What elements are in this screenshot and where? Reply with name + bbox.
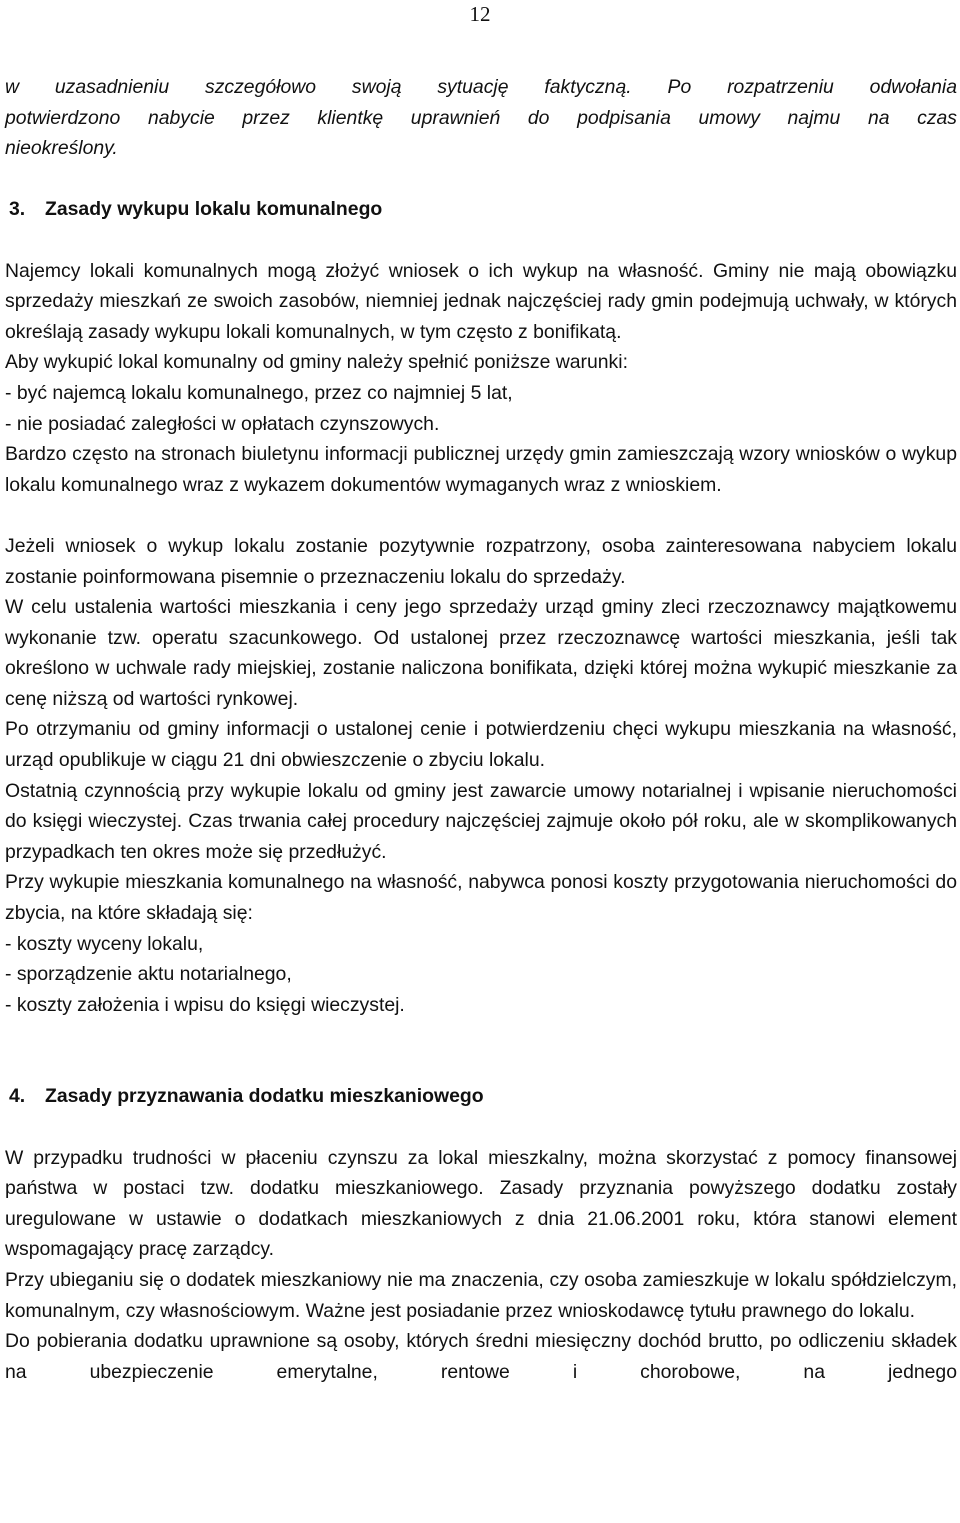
section-4-heading	[5, 1081, 957, 1112]
intro-line: w uzasadnieniu szczegółowo swoją sytuację faktyczną. Po rozpatrzeniu odwołania	[5, 76, 957, 98]
paragraph: Bardzo często na stronach biuletynu informacji publicznej urzędy gmin zamieszczają wzory wniosków o wykup lokalu komunalnego wraz z wykazem dokumentów wymaganych wraz z wnioskiem.	[5, 443, 957, 496]
list-item: - być najemcą lokalu komunalnego, przez co najmniej 5 lat,	[5, 381, 513, 404]
paragraph: Po otrzymaniu od gminy informacji o ustalonej cenie i potwierdzeniu chęci wykupu mieszkania na własność, urząd opublikuje w ciągu 21 dni obwieszczenie o zbyciu lokalu.	[5, 718, 957, 772]
section-number: 4.	[9, 1085, 26, 1108]
paragraph: W przypadku trudności w płaceniu czynszu za lokal mieszkalny, można skorzystać z pomocy finansowej państwa w postaci tzw. dodatku mieszkaniowego. Zasady przyznania powyższego dodatku zostały uregulowane w ustawie o dodatkach mieszkaniowych z dnia 21.06.2001 roku, która stanowi element wspomagający pracę zarządcy.	[5, 1146, 957, 1261]
section-number: 3.	[9, 198, 26, 221]
section-title: Zasady wykupu lokalu komunalnego	[45, 198, 383, 221]
paragraph: Przy ubieganiu się o dodatek mieszkaniowy nie ma znaczenia, czy osoba zamieszkuje w lokalu spółdzielczym, komunalnym, czy własnościowym. Ważne jest posiadanie przez wnioskodawcę tytułu prawnego do lokalu.	[5, 1268, 957, 1322]
section-3-heading	[5, 194, 957, 225]
list-item: - koszty wyceny lokalu,	[5, 932, 204, 955]
paragraph: Przy wykupie mieszkania komunalnego na własność, nabywca ponosi koszty przygotowania nieruchomości do zbycia, na które składają się:	[5, 871, 957, 925]
list-item: - nie posiadać zaległości w opłatach czynszowych.	[5, 412, 440, 435]
section-title: Zasady przyznawania dodatku mieszkaniowego	[45, 1085, 484, 1108]
paragraph: Do pobierania dodatku uprawnione są osoby, których średni miesięczny dochód brutto, po odliczeniu składek na ubezpieczenie emerytalne, rentowe i chorobowe, na jednego	[5, 1330, 957, 1383]
intro-line: nieokreślony.	[5, 137, 118, 160]
paragraph: W celu ustalenia wartości mieszkania i ceny jego sprzedaży urząd gminy zleci rzeczoznawcy majątkowemu wykonanie tzw. operatu szacunkowego. Od ustalonej przez rzeczoznawcę wartości mieszkania, jeśli tak określono w uchwale rady miejskiej, zostanie naliczona bonifikata, dzięki której można wykupić mieszkanie za cenę niższą od wartości rynkowej.	[5, 596, 957, 710]
list-item: - koszty założenia i wpisu do księgi wieczystej.	[5, 993, 405, 1016]
intro-paragraph	[5, 72, 957, 164]
paragraph: Ostatnią czynnością przy wykupie lokalu od gminy jest zawarcie umowy notarialnej i wpisanie nieruchomości do księgi wieczystej. Czas trwania całej procedury najczęściej zajmuje około pół roku, ale w skomplikowanych przypadkach ten okres może się przedłużyć.	[5, 779, 957, 863]
page-number: 12	[469, 2, 491, 26]
paragraph: Najemcy lokali komunalnych mogą złożyć wniosek o ich wykup na własność. Gminy nie mają obowiązku sprzedaży mieszkań ze swoich zasobów, niemniej jednak najczęściej rady gmin podejmują uchwały, w których określają zasady wykupu lokali komunalnych, w tym często z bonifikatą.	[5, 259, 957, 343]
paragraph: Aby wykupić lokal komunalny od gminy należy spełnić poniższe warunki:	[5, 351, 628, 374]
intro-line: potwierdzono nabycie przez klientkę uprawnień do podpisania umowy najmu na czas	[5, 106, 957, 129]
document-body	[5, 72, 957, 1387]
paragraph: Jeżeli wniosek o wykup lokalu zostanie pozytywnie rozpatrzony, osoba zainteresowana nabyciem lokalu zostanie poinformowana pisemnie o przeznaczeniu lokalu do sprzedaży.	[5, 534, 957, 588]
list-item: - sporządzenie aktu notarialnego,	[5, 963, 292, 986]
